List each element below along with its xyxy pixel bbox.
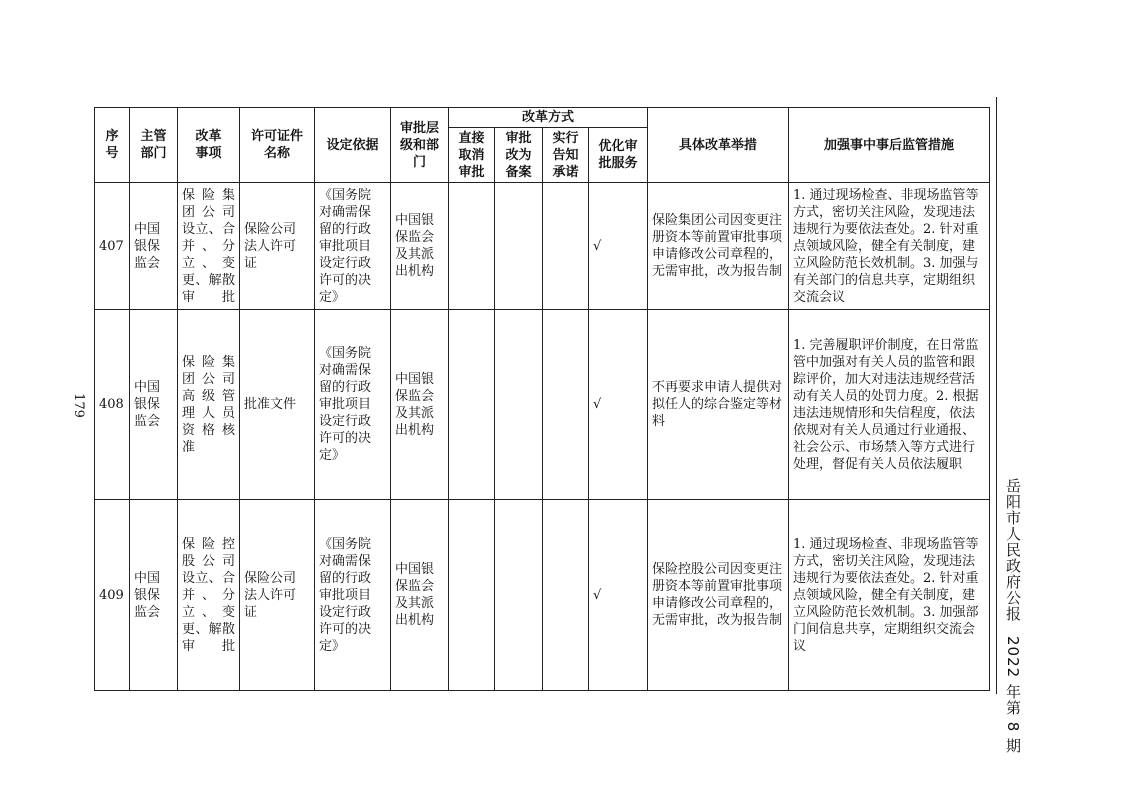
header-reform-group: 改革方式	[449, 108, 648, 128]
cell-supervision: 1. 通过现场检查、非现场监管等方式，密切关注风险，发现违法违规行为要依法查处。2. 针对重点领域风险，健全有关制度，建立风险防范长效机制。3. 加强与有关部门的信息共享，定期组织交流会议	[789, 183, 990, 310]
cell-seq: 408	[95, 310, 130, 500]
reform-table	[94, 107, 990, 691]
cell-reform-filing	[495, 310, 543, 500]
cell-reform-direct	[449, 310, 495, 500]
cell-reform-optimize: √	[589, 310, 648, 500]
cell-level: 中国银 保监会 及其派 出机构	[391, 310, 449, 500]
header-license: 许可证件 名称	[240, 108, 315, 183]
cell-license: 批准文件	[240, 310, 315, 500]
cell-basis: 《国务院 对确需保 留的行政 审批项目 设定行政 许可的决 定》	[315, 310, 391, 500]
cell-reform-direct	[449, 183, 495, 310]
cell-measures: 不再要求申请人提供对拟任人的综合鉴定等材料	[648, 310, 789, 500]
header-dept: 主管 部门	[130, 108, 178, 183]
header-basis: 设定依据	[315, 108, 391, 183]
header-level: 审批层 级和部 门	[391, 108, 449, 183]
cell-reform-notify	[543, 183, 589, 310]
header-reform-optimize: 优化审 批服务	[589, 128, 648, 183]
page-number: 179	[70, 393, 86, 418]
header-measures: 具体改革举措	[648, 108, 789, 183]
cell-basis: 《国务院 对确需保 留的行政 审批项目 设定行政 许可的决 定》	[315, 183, 391, 310]
cell-item: 保险集 团公司 设立、合 并、分 立、变 更、解散 审批	[178, 183, 240, 310]
cell-item: 保险集 团公司 高级管 理人员 资格核 准	[178, 310, 240, 500]
journal-name: 岳阳市人民政府公报	[1004, 478, 1022, 622]
cell-license: 保险公司 法人许可 证	[240, 183, 315, 310]
table-row	[95, 500, 990, 691]
header-reform-notify: 实行 告知 承诺	[543, 128, 589, 183]
margin-rule	[996, 97, 997, 694]
journal-issue: 2022 年第 8 期	[1004, 636, 1022, 755]
header-item: 改革 事项	[178, 108, 240, 183]
cell-reform-optimize: √	[589, 500, 648, 691]
header-supervision: 加强事中事后监管措施	[789, 108, 990, 183]
cell-level: 中国银 保监会 及其派 出机构	[391, 183, 449, 310]
cell-reform-direct	[449, 500, 495, 691]
cell-supervision: 1. 通过现场检查、非现场监管等方式，密切关注风险，发现违法违规行为要依法查处。2. 针对重点领域风险，健全有关制度，建立风险防范长效机制。3. 加强部门间信息共享，定期组织交流会议	[789, 500, 990, 691]
cell-measures: 保险集团公司因变更注册资本等前置审批事项申请修改公司章程的，无需审批，改为报告制	[648, 183, 789, 310]
cell-reform-notify	[543, 310, 589, 500]
cell-basis: 《国务院 对确需保 留的行政 审批项目 设定行政 许可的决 定》	[315, 500, 391, 691]
cell-reform-notify	[543, 500, 589, 691]
cell-measures: 保险控股公司因变更注册资本等前置审批事项申请修改公司章程的，无需审批，改为报告制	[648, 500, 789, 691]
cell-license: 保险公司 法人许可 证	[240, 500, 315, 691]
cell-seq: 409	[95, 500, 130, 691]
cell-reform-filing	[495, 183, 543, 310]
header-seq: 序 号	[95, 108, 130, 183]
header-reform-direct: 直接 取消 审批	[449, 128, 495, 183]
table-row	[95, 310, 990, 500]
cell-reform-filing	[495, 500, 543, 691]
table-row	[95, 183, 990, 310]
cell-item: 保险控 股公司 设立、合 并、分 立、变 更、解散 审批	[178, 500, 240, 691]
journal-sidebar	[1003, 478, 1024, 754]
cell-level: 中国银 保监会 及其派 出机构	[391, 500, 449, 691]
cell-dept: 中国 银保 监会	[130, 310, 178, 500]
cell-dept: 中国 银保 监会	[130, 500, 178, 691]
cell-seq: 407	[95, 183, 130, 310]
cell-supervision: 1. 完善履职评价制度，在日常监管中加强对有关人员的监管和跟踪评价，加大对违法违规经营活动有关人员的处罚力度。2. 根据违法违规情形和失信程度，依法依规对有关人员通过行业通报、社会公示、市场禁入等方式进行处理，督促有关人员依法履职	[789, 310, 990, 500]
header-reform-filing: 审批 改为 备案	[495, 128, 543, 183]
cell-reform-optimize: √	[589, 183, 648, 310]
cell-dept: 中国 银保 监会	[130, 183, 178, 310]
